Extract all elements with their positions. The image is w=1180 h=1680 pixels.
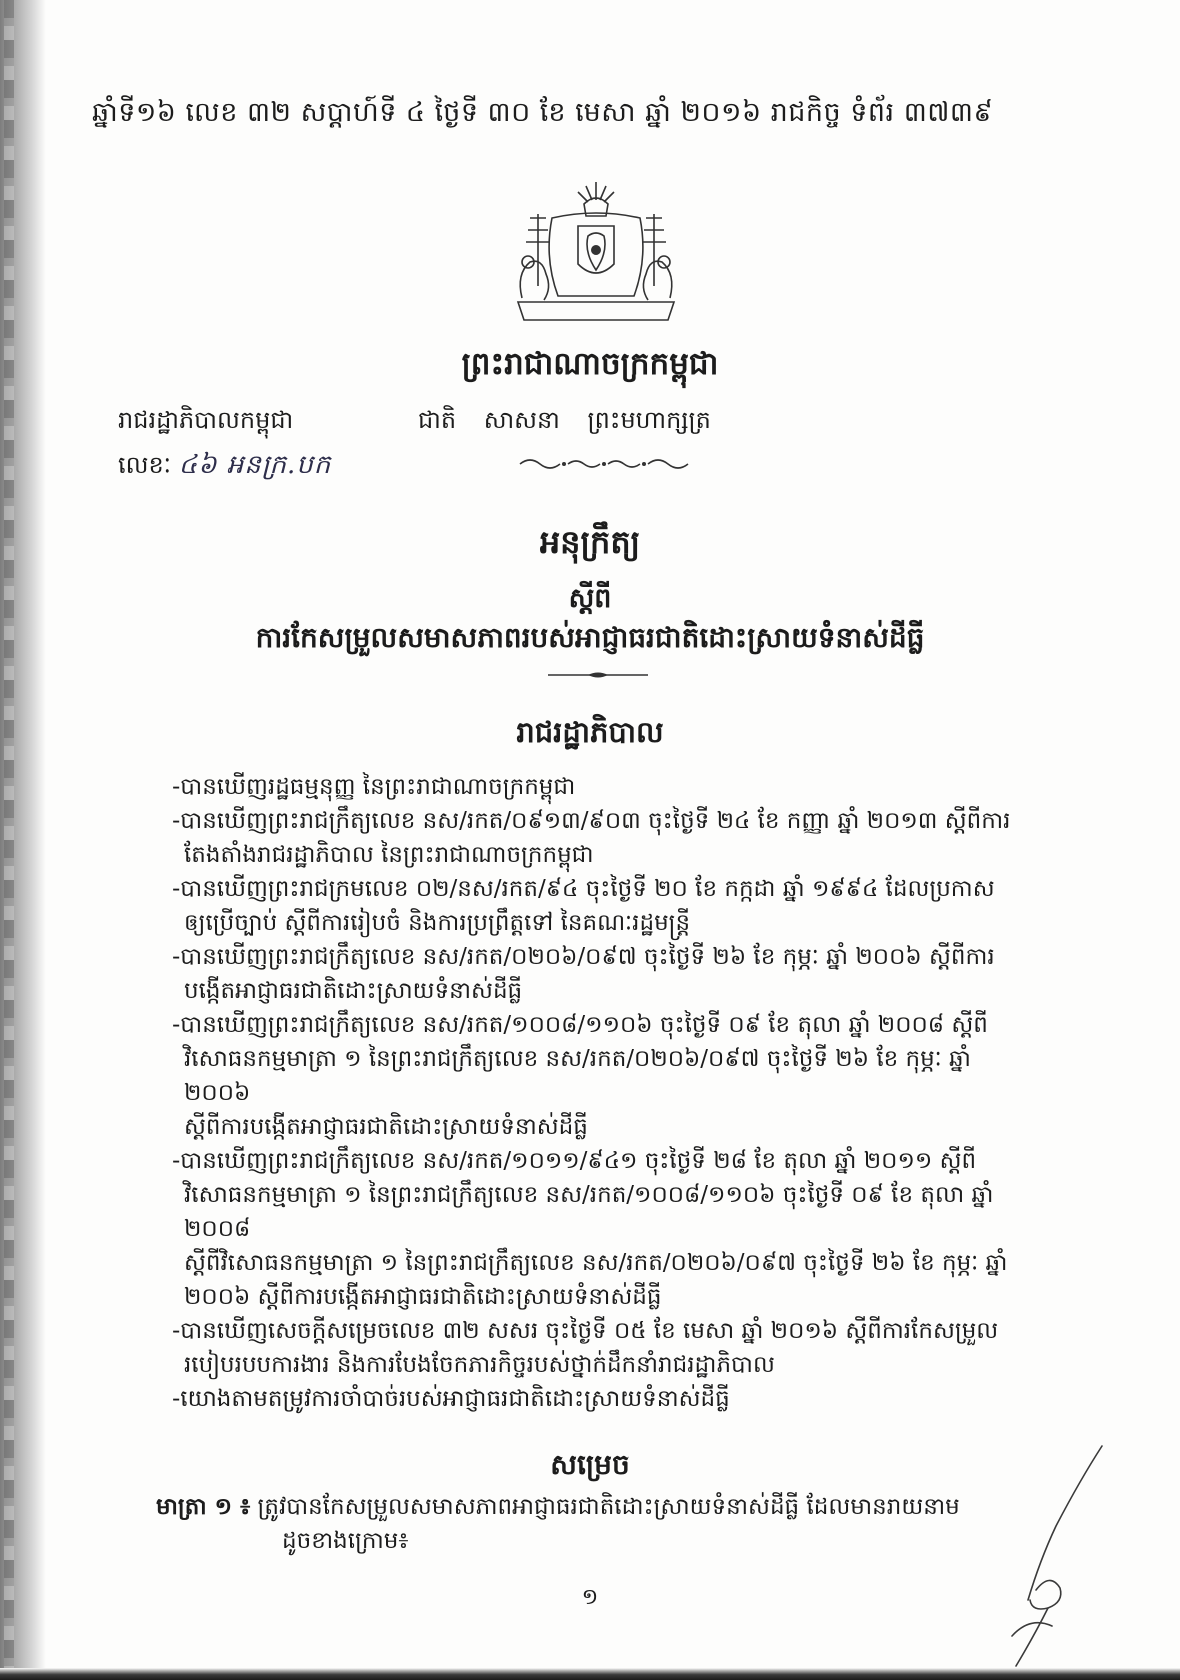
preamble-item-continued: វិសោធនកម្មមាត្រា ១ នៃព្រះរាជក្រឹត្យលេខ នស/រកត/១០០៨/១១០៦ ចុះថ្ងៃទី ០៩ ខែ តុលា ឆ្នាំ ២០០៨ (184, 1182, 994, 1242)
article-label: មាត្រា ១ ៖ (156, 1494, 251, 1520)
handwritten-signature-icon (990, 1440, 1110, 1670)
preamble-item-continued: ស្តីពីការបង្កើតអាជ្ញាធរជាតិដោះស្រាយទំនាស់ដីធ្លី (184, 1114, 588, 1140)
preamble-item-continued: ស្តីពីវិសោធនកម្មមាត្រា ១ នៃព្រះរាជក្រឹត្យលេខ នស/រកត/០២០៦/០៩៧ ចុះថ្ងៃទី ២៦ ខែ កុម្ភៈ ឆ្នាំ (184, 1250, 1008, 1276)
preamble-item-continued: បង្កើតអាជ្ញាធរជាតិដោះស្រាយទំនាស់ដីធ្លី (184, 978, 523, 1004)
preamble-item-continued: តែងតាំងរាជរដ្ឋាភិបាល នៃព្រះរាជាណាចក្រកម្ពុជា (184, 842, 594, 868)
preamble-item: -បានឃើញព្រះរាជក្រឹត្យលេខ នស/រកត/០២០៦/០៩៧ ចុះថ្ងៃទី ២៦ ខែ កុម្ភៈ ឆ្នាំ ២០០៦ ស្តីពីការ (172, 944, 995, 970)
article-text: ត្រូវបានកែសម្រួលសមាសភាពអាជ្ញាធរជាតិដោះស្រាយទំនាស់ដីធ្លី ដែលមានរាយនាម (257, 1494, 960, 1520)
preamble-item: -បានឃើញព្រះរាជក្រឹត្យលេខ នស/រកត/១០១១/៩៤១ ចុះថ្ងៃទី ២៨ ខែ តុលា ឆ្នាំ ២០១១ ស្តីពី (172, 1148, 977, 1174)
decision-title: សម្រេច (550, 1448, 630, 1481)
page-number: ១ (581, 1585, 599, 1610)
preamble-item: -បានឃើញព្រះរាជក្រមលេខ ០២/នស/រកត/៩៤ ចុះថ្ងៃទី ២០ ខែ កក្កដា ឆ្នាំ ១៩៩៤ ដែលប្រកាស (172, 876, 995, 902)
preamble-item: -បានឃើញព្រះរាជក្រឹត្យលេខ នស/រកត/១០០៨/១១០៦ ចុះថ្ងៃទី ០៩ ខែ តុលា ឆ្នាំ ២០០៨ ស្តីពី (172, 1012, 988, 1038)
scan-edge-shadow (0, 0, 46, 1680)
article-1 (156, 1490, 1026, 1558)
preamble-item: -បានឃើញព្រះរាជក្រឹត្យលេខ នស/រកត/០៩១៣/៩០៣ ចុះថ្ងៃទី ២៤ ខែ កញ្ញា ឆ្នាំ ២០១៣ ស្តីពីការ (172, 808, 1011, 834)
preamble-item-continued: ២០០៦ ស្តីពីការបង្កើតអាជ្ញាធរជាតិដោះស្រាយទំនាស់ដីធ្លី (184, 1284, 662, 1310)
scan-bottom-edge (0, 1668, 1180, 1680)
issuer-title: រាជរដ្ឋាភិបាល (516, 715, 664, 749)
document-type: អនុក្រឹត្យ (539, 523, 641, 561)
gazette-header: ឆ្នាំទី១៦ លេខ ៣២ សប្តាហ៍ទី ៤ ថ្ងៃទី ៣០ ខែ មេសា ឆ្នាំ ២០១៦ រាជកិច្ច ទំព័រ ៣៧៣៩ (92, 97, 994, 128)
royal-coat-of-arms-icon (508, 178, 684, 330)
reference-handwritten-number: ៤៦ អនក្រ.បក (178, 450, 332, 480)
national-motto: ជាតិ សាសនា ព្រះមហាក្សត្រ (418, 406, 711, 434)
reference-label: លេខៈ (118, 451, 172, 479)
government-label: រាជរដ្ឋាភិបាលកម្ពុជា (118, 406, 294, 434)
kingdom-title: ព្រះរាជាណាចក្រកម្ពុជា (461, 346, 719, 382)
divider-line (548, 671, 648, 679)
document-subject: ការកែសម្រួលសមាសភាពរបស់អាជ្ញាធរជាតិដោះស្រាយទំនាស់ដីធ្លី (255, 621, 925, 654)
subject-prefix: ស្តីពី (568, 583, 612, 614)
preamble-item: -បានឃើញសេចក្តីសម្រេចលេខ ៣២ សសរ ចុះថ្ងៃទី ០៥ ខែ មេសា ឆ្នាំ ២០១៦ ស្តីពីការកែសម្រួល (172, 1318, 999, 1344)
preamble-item-continued: របៀបរបបការងារ និងការបែងចែកភារកិច្ចរបស់ថ្នាក់ដឹកនាំរាជរដ្ឋាភិបាល (184, 1352, 775, 1378)
preamble-item: -យោងតាមតម្រូវការចាំបាច់របស់អាជ្ញាធរជាតិដោះស្រាយទំនាស់ដីធ្លី (172, 1386, 730, 1412)
preamble-item-continued: ឲ្យប្រើច្បាប់ ស្តីពីការរៀបចំ និងការប្រព្រឹត្តទៅ នៃគណៈរដ្ឋមន្ត្រី (184, 910, 691, 936)
ornament-divider-icon (516, 452, 692, 474)
article-text-continued: ដូចខាងក្រោម៖ (282, 1528, 409, 1554)
reference-number (118, 448, 331, 486)
preamble-item-continued: វិសោធនកម្មមាត្រា ១ នៃព្រះរាជក្រឹត្យលេខ នស/រកត/០២០៦/០៩៧ ចុះថ្ងៃទី ២៦ ខែ កុម្ភៈ ឆ្នាំ ២០០៦ (184, 1046, 971, 1106)
preamble-list (172, 770, 1028, 1416)
preamble-item: -បានឃើញរដ្ឋធម្មនុញ្ញ នៃព្រះរាជាណាចក្រកម្ពុជា (172, 774, 576, 800)
